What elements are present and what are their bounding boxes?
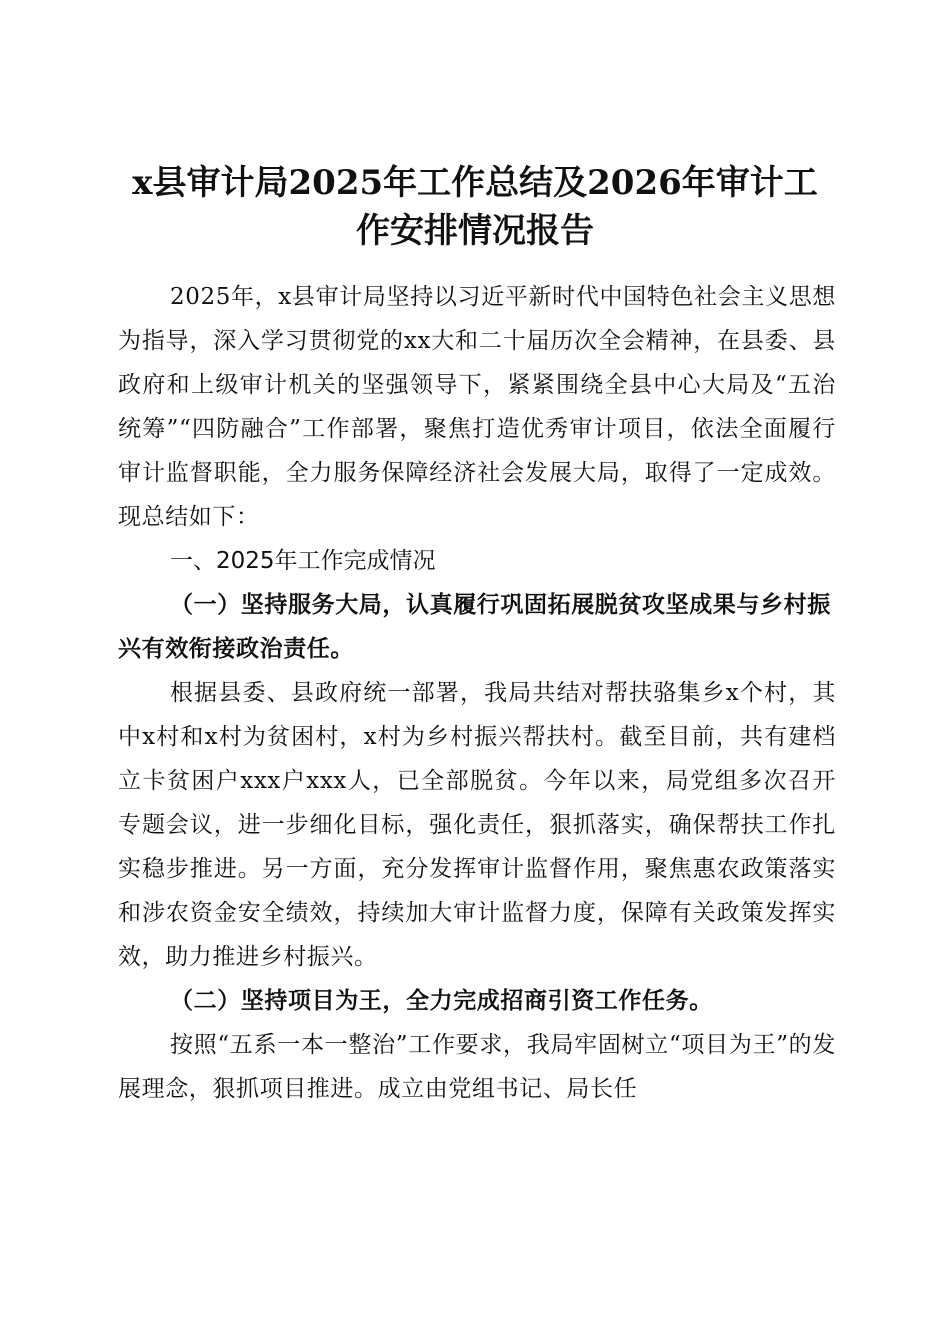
title-line-1: x县审计局2025年工作总结及2026年审计工 [132, 162, 818, 203]
document-body [118, 275, 836, 1111]
subsection-2-body: 按照“五系一本一整治”工作要求，我局牢固树立“项目为王”的发展理念，狠抓项目推进。成立由党组书记、局长任 [118, 1032, 836, 1102]
subsection-2-heading: （二）坚持项目为王，全力完成招商引资工作任务。 [170, 987, 713, 1014]
document-title [60, 159, 890, 255]
subsection-1-heading: （一）坚持服务大局，认真履行巩固拓展脱贫攻坚成果与乡村振兴有效衔接政治责任。 [118, 591, 831, 662]
title-line-2: 作安排情况报告 [356, 210, 594, 251]
intro-paragraph: 2025年，x县审计局坚持以习近平新时代中国特色社会主义思想为指导，深入学习贯彻党的xx大和二十届历次全会精神，在县委、县政府和上级审计机关的坚强领导下，紧紧围绕全县中心大局及“五治统筹”“四防融合”工作部署，聚焦打造优秀审计项目，依法全面履行审计监督职能，全力服务保障经济社会发展大局，取得了一定成效。现总结如下： [118, 284, 836, 530]
subsection-1-body: 根据县委、县政府统一部署，我局共结对帮扶骆集乡x个村，其中x村和x村为贫困村，x村为乡村振兴帮扶村。截至目前，共有建档立卡贫困户xxx户xxx人，已全部脱贫。今年以来，局党组多次召开专题会议，进一步细化目标，强化责任，狠抓落实，确保帮扶工作扎实稳步推进。另一方面，充分发挥审计监督作用，聚焦惠农政策落实和涉农资金安全绩效，持续加大审计监督力度，保障有关政策发挥实效，助力推进乡村振兴。 [118, 680, 836, 970]
section-1-heading: 一、2025年工作完成情况 [170, 548, 436, 574]
